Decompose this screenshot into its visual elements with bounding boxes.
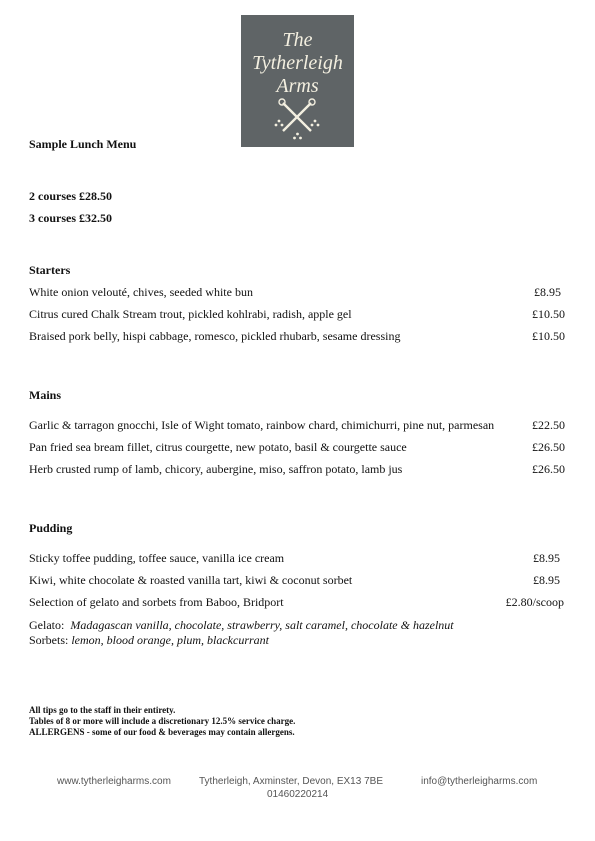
logo-line-1: The	[282, 29, 313, 51]
pudding-item-price: £8.95	[533, 551, 560, 565]
logo-emblem	[241, 15, 354, 147]
footer-phone: 01460220214	[267, 789, 329, 800]
pudding-heading: Pudding	[29, 521, 73, 535]
starter-item-price: £10.50	[532, 307, 565, 321]
main-item-name: Pan fried sea bream fillet, citrus courgette, new potato, basil & courgette sauce	[29, 440, 407, 454]
logo-line-3: Arms	[276, 75, 319, 97]
three-course-price: 3 courses £32.50	[29, 211, 112, 225]
mains-heading: Mains	[29, 388, 62, 402]
gelato-line	[29, 618, 454, 632]
main-item-price: £26.50	[532, 462, 565, 476]
starter-item-price: £10.50	[532, 329, 565, 343]
pudding-item-name: Selection of gelato and sorbets from Baboo, Bridport	[29, 595, 284, 609]
gelato-label: Gelato:	[29, 618, 65, 632]
main-item-price: £22.50	[532, 418, 565, 432]
starter-item-name: Citrus cured Chalk Stream trout, pickled kohlrabi, radish, apple gel	[29, 307, 352, 321]
sorbets-line	[29, 633, 269, 647]
footer-address: Tytherleigh, Axminster, Devon, EX13 7BE	[199, 776, 383, 787]
starters-heading: Starters	[29, 263, 71, 277]
logo	[241, 15, 354, 147]
footer-website[interactable]: www.tytherleigharms.com	[57, 776, 171, 787]
allergens-note: ALLERGENS - some of our food & beverages may contain allergens.	[29, 727, 295, 737]
service-charge-note: Tables of 8 or more will include a discretionary 12.5% service charge.	[29, 716, 296, 726]
menu-title: Sample Lunch Menu	[29, 137, 137, 151]
crossed-keys-icon	[279, 99, 315, 131]
main-item-name: Herb crusted rump of lamb, chicory, aubergine, miso, saffron potato, lamb jus	[29, 462, 403, 476]
ermine-spots-icon	[275, 120, 320, 140]
main-item-price: £26.50	[532, 440, 565, 454]
starter-item-name: White onion velouté, chives, seeded white bun	[29, 285, 253, 299]
pudding-item-price: £8.95	[533, 573, 560, 587]
starter-item-price: £8.95	[534, 285, 561, 299]
footer-email[interactable]: info@tytherleigharms.com	[421, 776, 538, 787]
pudding-item-price: £2.80/scoop	[505, 595, 564, 609]
pudding-item-name: Sticky toffee pudding, toffee sauce, vanilla ice cream	[29, 551, 285, 565]
main-item-name: Garlic & tarragon gnocchi, Isle of Wight tomato, rainbow chard, chimichurri, pine nut, parmesan	[29, 418, 495, 432]
sorbets-flavours: lemon, blood orange, plum, blackcurrant	[71, 633, 269, 647]
gelato-flavours: Madagascan vanilla, chocolate, strawberry, salt caramel, chocolate & hazelnut	[70, 618, 454, 632]
tips-note: All tips go to the staff in their entirety.	[29, 705, 176, 715]
pudding-item-name: Kiwi, white chocolate & roasted vanilla tart, kiwi & coconut sorbet	[29, 573, 353, 587]
logo-line-2: Tytherleigh	[252, 52, 343, 74]
two-course-price: 2 courses £28.50	[29, 189, 112, 203]
starter-item-name: Braised pork belly, hispi cabbage, romesco, pickled rhubarb, sesame dressing	[29, 329, 401, 343]
sorbets-label: Sorbets:	[29, 633, 69, 647]
